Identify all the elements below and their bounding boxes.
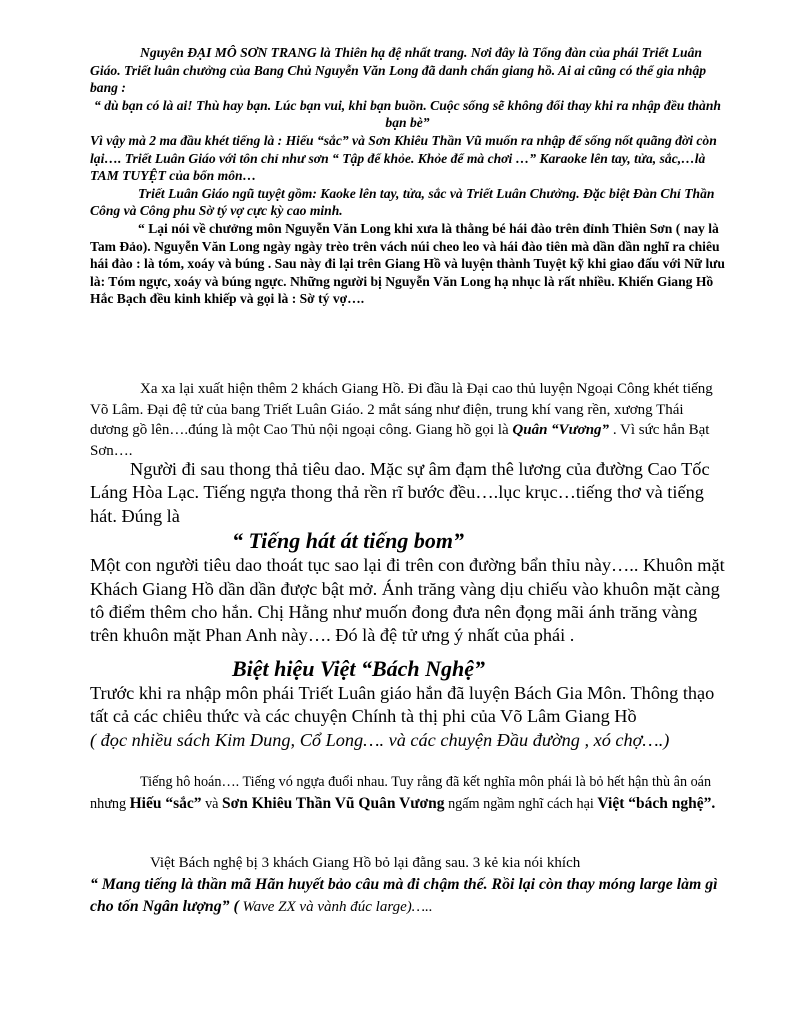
paragraph-legend: “ Lại nói về chưởng môn Nguyễn Văn Long khi xưa là thằng bé hái đào trên đỉnh Thiên Sơn ( nay là Tam Đảo). Nguyễn Văn Long ngày ngày trèo trên vách núi cheo leo và hái đào tiên mà dần dần nghĩ ra chiêu hái đào : là tóm, xoáy và búng . Sau này đi lại trên Giang Hồ và luyện thành Tuyệt kỹ khi giao đấu với Nữ lưu là: Tóm ngực, xoáy và búng ngực. Những người bị Nguyễn Văn Long hạ nhục là rất nhiều. Khiến Giang Hồ Hắc Bạch đều kinh khiếp và gọi là : Sờ tý vợ…. xyxy=(90,220,725,307)
pursuit-section xyxy=(90,771,725,815)
paragraph-taunt xyxy=(90,874,725,918)
viet-bach-nghe-name: Việt “bách nghệ”. xyxy=(597,795,716,812)
quan-vuong-tail: . Vì sức hắn Bạt Sơn…. xyxy=(90,422,710,459)
taunt-quote: “ Mang tiếng là thần mã Hãn huyết bảo câu mà đi chậm thế. Rồi lại còn thay móng large làm gì cho tốn Ngân lượng” ( xyxy=(90,875,718,915)
paragraph-doc-sach: ( đọc nhiều sách Kim Dung, Cổ Long…. và các chuyện Đầu đường , xó chợ….) xyxy=(90,729,670,750)
pursuit-and: và xyxy=(201,796,223,812)
paragraph-ngu-tuyet: Triết Luân Giáo ngũ tuyệt gồm: Kaoke lên tay, tửa, sắc và Triết Luân Chưởng. Đặc biệt Đàn Chỉ Thần Công và Công phu Sờ tý vợ cực kỳ cao minh. xyxy=(90,185,715,219)
paragraph-bach-gia-mon: Trước khi ra nhập môn phái Triết Luân giáo hắn đã luyện Bách Gia Môn. Thông thạo tất cả các chiêu thức và các chuyện Chính tà thị phi của Võ Lâm Giang Hồ xyxy=(90,682,715,727)
quan-vuong-title: Quân “Vương” xyxy=(512,422,610,438)
hieu-sac-name: Hiếu “sắc” xyxy=(129,795,202,812)
paragraph-traveler: Người đi sau thong thả tiêu dao. Mặc sự âm đạm thê lương của đường Cao Tốc Láng Hòa Lạc. Tiếng ngựa thong thả rền rĩ bước đều….lục krục…tiếng thơ và tiếng hát. Đúng là xyxy=(90,459,710,526)
paragraph-quan-vuong xyxy=(90,379,725,461)
quan-vuong-section xyxy=(90,379,725,461)
quan-vuong-text: Xa xa lại xuất hiện thêm 2 khách Giang Hồ. Đi đầu là Đại cao thủ luyện Ngoại Công khét tiếng Võ Lâm. Đại đệ tử của bang Triết Luân Giáo. 2 mắt sáng như điện, trung khí vang rền, xương Thái dương gồ lên….đúng là một Cao Thủ nội ngoại công. Giang hồ gọi là xyxy=(90,381,713,438)
pursuit-plot: ngấm ngầm nghĩ cách hại xyxy=(444,796,598,812)
traveler-section xyxy=(90,458,725,752)
son-khieu-name: Sơn Khiêu Thần Vũ Quân Vương xyxy=(222,795,445,812)
taunt-note: Wave ZX và vành đúc large)….. xyxy=(238,898,433,915)
paragraph-motto: “ dù bạn có là ai! Thù hay bạn. Lúc bạn vui, khi bạn buồn. Cuộc sống sẽ không đổi thay khi ra nhập đều thành bạn bè” xyxy=(94,97,721,131)
paragraph-intro: Nguyên ĐẠI MÔ SƠN TRANG là Thiên hạ đệ nhất trang. Nơi đây là Tổng đàn của phái Triết Luân Giáo. Triết luân chưởng của Bang Chủ Nguyễn Văn Long đã danh chấn giang hồ. Ai ai cũng có thể gia nhập bang : xyxy=(90,45,707,96)
paragraph-pursuit xyxy=(90,771,725,815)
paragraph-ma-dau: Vì vậy mà 2 ma đầu khét tiếng là : Hiếu “sắc” và Sơn Khiêu Thần Vũ muốn ra nhập để sống nốt quãng đời còn lại…. Triết Luân Giáo với tôn chỉ như sơn “ Tập để khỏe. Khỏe để mà chơi …” Karaoke lên tay, tửa, sắc,…là TAM TUYỆT của bổn môn… xyxy=(90,132,717,184)
paragraph-phan-anh: Một con người tiêu dao thoát tục sao lại đi trên con đường bẩn thỉu này….. Khuôn mặt Khách Giang Hồ dần dần được bật mở. Ánh trăng vàng dịu chiếu vào khuôn mặt càng tô điểm thêm cho hắn. Chị Hằng như muốn đong đưa nên đọng mãi ánh trăng vàng trên khuôn mặt Phan Anh này…. Đó là đệ tử ưng ý nhất của phái . xyxy=(90,555,725,646)
intro-section xyxy=(90,44,725,308)
heading-tieng-hat: “ Tiếng hát át tiếng bom” xyxy=(232,528,465,554)
pursuit-text: Tiếng hô hoán…. Tiếng vó ngựa đuổi nhau. Tuy rằng đã kết nghĩa môn phái là bỏ hết hận thù ân oán nhưng xyxy=(90,774,712,812)
heading-biet-hieu: Biệt hiệu Việt “Bách Nghệ” xyxy=(232,655,486,681)
paragraph-left-behind: Việt Bách nghệ bị 3 khách Giang Hồ bỏ lại đằng sau. 3 kẻ kia nói khích xyxy=(150,855,581,871)
taunt-section xyxy=(90,853,725,918)
